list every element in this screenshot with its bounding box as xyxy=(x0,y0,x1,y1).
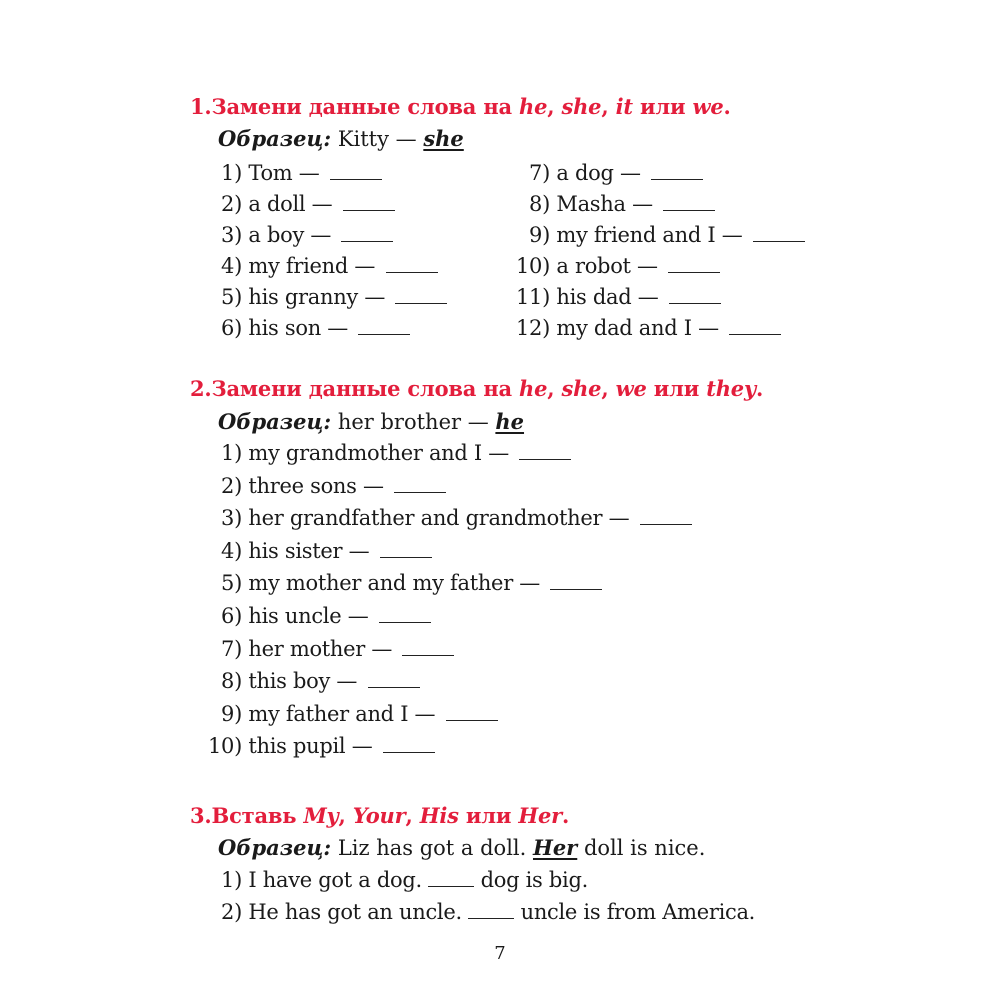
list-item xyxy=(206,734,435,758)
list-item xyxy=(206,441,571,465)
answer-blank[interactable] xyxy=(668,258,720,273)
item-text: Tom — xyxy=(242,161,326,185)
item-number: 2) xyxy=(221,192,242,216)
item-number: 7) xyxy=(529,161,550,185)
item-text: my grandmother and I — xyxy=(242,441,516,465)
item-number: 2) xyxy=(221,900,242,924)
exercise-3-sample xyxy=(218,835,705,860)
list-item xyxy=(206,604,431,628)
item-number: 5) xyxy=(221,571,242,596)
exercise-3-word-1: My xyxy=(303,803,339,828)
exercise-1-word-1: he xyxy=(519,94,548,119)
item-number: 9) xyxy=(529,223,550,247)
exercise-1-separator-2: , xyxy=(601,94,616,119)
answer-blank[interactable] xyxy=(380,543,432,558)
exercise-3-separator-2: , xyxy=(405,803,420,828)
item-text-before: He has got an uncle. xyxy=(242,900,469,924)
item-text-before: I have got a dog. xyxy=(242,868,429,892)
answer-blank[interactable] xyxy=(669,289,721,304)
list-item xyxy=(206,669,420,693)
item-number: 4) xyxy=(221,254,242,278)
exercise-3-number: 3. xyxy=(190,803,212,828)
list-item xyxy=(206,702,498,726)
exercise-1-separator-1: , xyxy=(547,94,562,119)
answer-blank[interactable] xyxy=(386,258,438,273)
exercise-1-conjunction: или xyxy=(632,94,693,119)
exercise-3-period: . xyxy=(562,803,570,828)
exercise-1-number: 1. xyxy=(190,94,212,119)
exercise-2-instruction: Замени данные слова на xyxy=(211,376,520,401)
item-number: 4) xyxy=(221,538,242,563)
item-number: 1) xyxy=(221,161,242,185)
answer-blank[interactable] xyxy=(729,320,781,335)
item-text: her grandfather and grandmother — xyxy=(242,506,636,531)
item-number: 6) xyxy=(221,604,242,628)
sample-text: her brother — xyxy=(331,410,496,434)
item-number: 12) xyxy=(515,316,550,340)
answer-blank[interactable] xyxy=(550,575,602,590)
answer-blank[interactable] xyxy=(446,706,498,721)
answer-blank[interactable] xyxy=(468,904,514,919)
list-item xyxy=(508,316,781,340)
exercise-3-conjunction: или xyxy=(458,803,519,828)
exercise-3-heading xyxy=(190,803,569,828)
list-item xyxy=(206,637,454,661)
item-text: Masha — xyxy=(550,192,660,216)
sample-text: Liz has got a doll. xyxy=(331,836,533,860)
exercise-1-word-2: she xyxy=(561,94,602,119)
item-text: his dad — xyxy=(550,285,665,309)
sample-rest: doll is nice. xyxy=(577,836,706,860)
exercise-2-sample xyxy=(218,409,524,434)
sample-answer: he xyxy=(495,409,525,434)
exercise-2-word-2: she xyxy=(561,376,602,401)
exercise-2-separator-2: , xyxy=(601,376,616,401)
exercise-1-word-4: we xyxy=(692,94,724,119)
item-text: a boy — xyxy=(242,223,338,247)
list-item xyxy=(216,900,755,924)
answer-blank[interactable] xyxy=(663,196,715,211)
exercise-1-instruction: Замени данные слова на xyxy=(211,94,520,119)
item-text: my friend and I — xyxy=(550,223,749,247)
item-number: 6) xyxy=(221,316,242,340)
list-item xyxy=(206,571,602,595)
answer-blank[interactable] xyxy=(343,196,395,211)
list-item xyxy=(216,192,395,216)
answer-blank[interactable] xyxy=(519,445,571,460)
item-text: her mother — xyxy=(242,636,399,661)
exercise-3-word-4: Her xyxy=(518,803,563,828)
answer-blank[interactable] xyxy=(394,478,446,493)
exercise-1-period: . xyxy=(723,94,731,119)
answer-blank[interactable] xyxy=(402,641,454,656)
answer-blank[interactable] xyxy=(395,289,447,304)
list-item xyxy=(206,506,692,530)
item-text: my father and I — xyxy=(242,701,442,726)
item-number: 3) xyxy=(221,506,242,531)
answer-blank[interactable] xyxy=(753,227,805,242)
exercise-2-number: 2. xyxy=(190,376,212,401)
exercise-2-separator-1: , xyxy=(547,376,562,401)
exercise-2-word-3: we xyxy=(615,376,647,401)
item-number: 8) xyxy=(529,192,550,216)
exercise-3-word-2: Your xyxy=(352,803,406,828)
item-text: his uncle — xyxy=(242,604,375,628)
item-text: a robot — xyxy=(550,254,665,278)
item-text: three sons — xyxy=(242,473,391,498)
item-text: my friend — xyxy=(242,254,382,278)
exercise-3-instruction: Вставь xyxy=(211,803,304,828)
answer-blank[interactable] xyxy=(428,872,474,887)
list-item xyxy=(508,254,720,278)
list-item xyxy=(216,161,382,185)
item-number: 1) xyxy=(221,868,242,892)
sample-label: Образец: xyxy=(218,126,332,151)
item-number: 11) xyxy=(515,285,550,309)
list-item xyxy=(508,285,721,309)
item-text: a doll — xyxy=(242,192,339,216)
sample-label: Образец: xyxy=(218,835,332,860)
exercise-2-period: . xyxy=(755,376,764,401)
exercise-1-sample xyxy=(218,126,464,151)
answer-blank[interactable] xyxy=(358,320,410,335)
item-number: 10) xyxy=(207,734,242,759)
item-number: 5) xyxy=(221,285,242,309)
item-text: this boy — xyxy=(242,669,364,694)
sample-answer: she xyxy=(423,126,464,151)
sample-label: Образец: xyxy=(218,409,332,434)
exercise-1-word-3: it xyxy=(615,94,633,119)
item-number: 10) xyxy=(515,254,550,278)
answer-blank[interactable] xyxy=(383,738,435,753)
item-text-after: uncle is from America. xyxy=(514,900,756,924)
answer-blank[interactable] xyxy=(640,510,692,525)
list-item xyxy=(508,223,805,247)
list-item xyxy=(216,285,447,309)
item-text: my dad and I — xyxy=(550,316,726,340)
answer-blank[interactable] xyxy=(341,227,393,242)
item-number: 3) xyxy=(221,223,242,247)
item-text: my mother and my father — xyxy=(242,571,547,596)
item-text-after: dog is big. xyxy=(474,868,588,892)
exercise-2-conjunction: или xyxy=(646,376,707,401)
answer-blank[interactable] xyxy=(379,608,431,623)
item-text: his sister — xyxy=(242,538,376,563)
list-item xyxy=(206,539,432,563)
page-number: 7 xyxy=(494,943,506,964)
exercise-2-word-4: they xyxy=(706,376,756,401)
item-number: 9) xyxy=(221,701,242,726)
answer-blank[interactable] xyxy=(651,165,703,180)
list-item xyxy=(216,223,393,247)
item-text: this pupil — xyxy=(242,734,379,759)
item-number: 7) xyxy=(221,636,242,661)
list-item xyxy=(508,192,715,216)
answer-blank[interactable] xyxy=(330,165,382,180)
list-item xyxy=(216,254,438,278)
item-number: 1) xyxy=(221,441,242,465)
list-item xyxy=(508,161,703,185)
item-text: his granny — xyxy=(242,285,392,309)
exercise-3-separator-1: , xyxy=(338,803,353,828)
item-number: 2) xyxy=(221,473,242,498)
list-item xyxy=(216,316,410,340)
item-text: his son — xyxy=(242,316,355,340)
exercise-3-word-3: His xyxy=(419,803,459,828)
exercise-2-word-1: he xyxy=(519,376,548,401)
answer-blank[interactable] xyxy=(368,673,420,688)
list-item xyxy=(206,474,446,498)
sample-text: Kitty — xyxy=(331,127,424,151)
item-text: a dog — xyxy=(550,161,648,185)
item-number: 8) xyxy=(221,669,242,694)
list-item xyxy=(216,868,588,892)
sample-answer: Her xyxy=(532,835,578,860)
exercise-1-heading xyxy=(190,94,731,119)
exercise-2-heading xyxy=(190,376,763,401)
